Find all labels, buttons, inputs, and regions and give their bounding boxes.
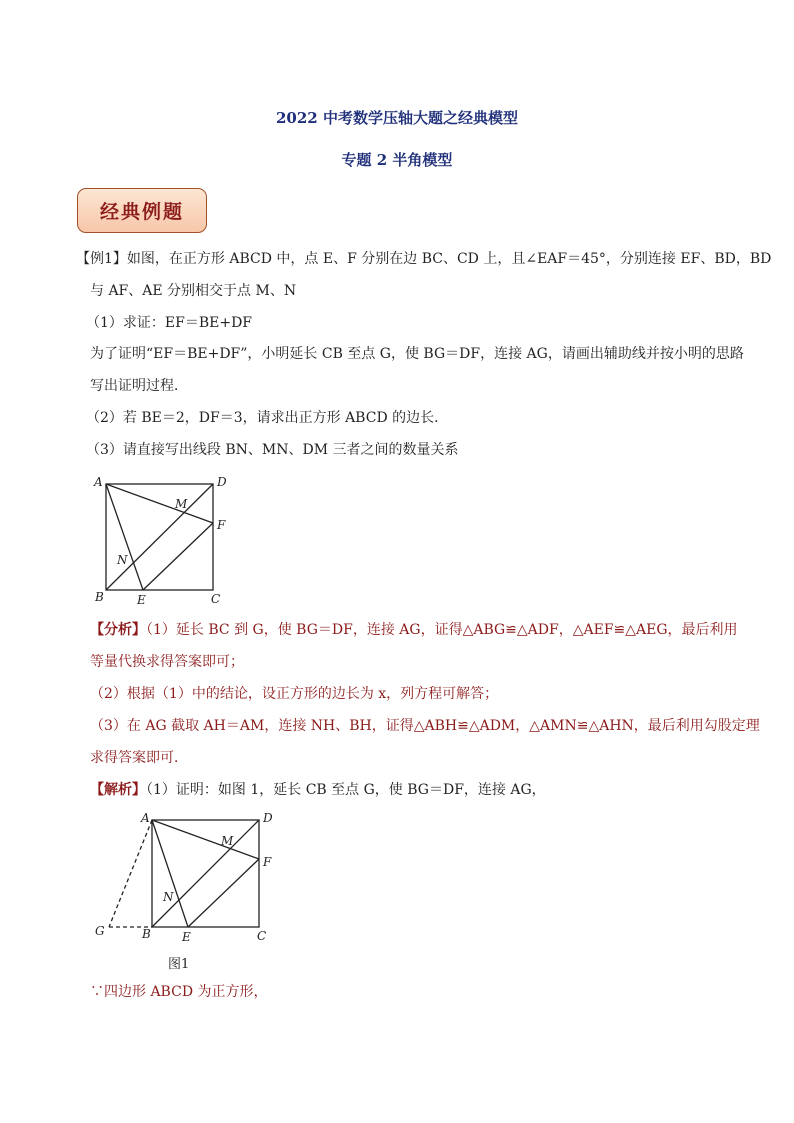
analysis-line-1 bbox=[90, 621, 738, 639]
label-a: A bbox=[94, 475, 103, 489]
example-line-2: 与 AF、AE 分别相交于点 M、N bbox=[90, 283, 297, 299]
hint-line-1: 为了证明“EF＝BE+DF”，小明延长 CB 至点 G，使 BG＝DF，连接 AG，请画出辅助线并按小明的思路 bbox=[90, 346, 744, 362]
document-title: 2022 中考数学压轴大题之经典模型 bbox=[276, 109, 518, 127]
label2-n: N bbox=[163, 890, 174, 904]
example-line-1 bbox=[76, 250, 771, 268]
segment-af-2 bbox=[152, 820, 259, 859]
solution-tag: 【解析】 bbox=[90, 782, 146, 798]
segment-ae bbox=[106, 484, 143, 590]
label2-a: A bbox=[141, 811, 150, 825]
label-c: C bbox=[211, 592, 221, 606]
figure-square-1 bbox=[88, 470, 248, 610]
label2-f: F bbox=[263, 855, 272, 869]
figure-square-2 bbox=[90, 808, 280, 944]
label2-d: D bbox=[263, 811, 273, 825]
label2-b: B bbox=[142, 927, 151, 941]
label-b: B bbox=[95, 590, 104, 604]
label-e: E bbox=[137, 593, 146, 607]
solution-last-line: ∵四边形 ABCD 为正方形， bbox=[90, 984, 268, 1000]
label2-e: E bbox=[182, 930, 191, 944]
section-badge bbox=[77, 188, 207, 233]
label-n: N bbox=[117, 553, 128, 567]
analysis-line-4: （3）在 AG 截取 AH＝AM，连接 NH、BH，证得△ABH≌△ADM，△AMN≌△AHN，最后利用勾股定理 bbox=[90, 718, 760, 734]
label2-c: C bbox=[257, 929, 267, 943]
label-f: F bbox=[217, 518, 226, 532]
analysis-line-3: （2）根据（1）中的结论，设正方形的边长为 x，列方程可解答； bbox=[90, 686, 499, 702]
question-1: （1）求证：EF＝BE+DF bbox=[86, 315, 253, 331]
analysis-text-1: （1）延长 BC 到 G，使 BG＝DF，连接 AG，证得△ABG≌△ADF，△AEF≌△AEG，最后利用 bbox=[146, 622, 738, 638]
label-d: D bbox=[217, 475, 227, 489]
segment-ef-2 bbox=[188, 859, 259, 927]
segment-af bbox=[106, 484, 213, 523]
question-2: （2）若 BE＝2，DF＝3，请求出正方形 ABCD 的边长． bbox=[86, 410, 449, 426]
analysis-tag: 【分析】 bbox=[90, 622, 146, 638]
document-subtitle: 专题 2 半角模型 bbox=[341, 151, 453, 169]
analysis-line-5: 求得答案即可． bbox=[90, 750, 188, 766]
hint-line-2: 写出证明过程． bbox=[90, 378, 188, 394]
analysis-line-2: 等量代换求得答案即可； bbox=[90, 654, 244, 670]
section-badge-label: 经典例题 bbox=[99, 201, 184, 223]
solution-text-1: （1）证明：如图 1，延长 CB 至点 G，使 BG＝DF，连接 AG， bbox=[146, 782, 546, 798]
solution-line-1 bbox=[90, 781, 546, 799]
question-3: （3）请直接写出线段 BN、MN、DM 三者之间的数量关系 bbox=[86, 442, 459, 458]
label2-m: M bbox=[221, 834, 234, 848]
example-text-1: 如图，在正方形 ABCD 中，点 E、F 分别在边 BC、CD 上，且∠EAF＝45°，分别连接 EF、BD，BD bbox=[126, 251, 772, 267]
segment-ae-2 bbox=[152, 820, 188, 927]
segment-ef bbox=[143, 523, 213, 590]
example-tag: 【例1】 bbox=[76, 251, 127, 267]
label-m: M bbox=[175, 497, 188, 511]
segment-ag-dashed bbox=[109, 820, 152, 927]
figure-caption: 图1 bbox=[168, 957, 190, 972]
label2-g: G bbox=[95, 924, 105, 938]
